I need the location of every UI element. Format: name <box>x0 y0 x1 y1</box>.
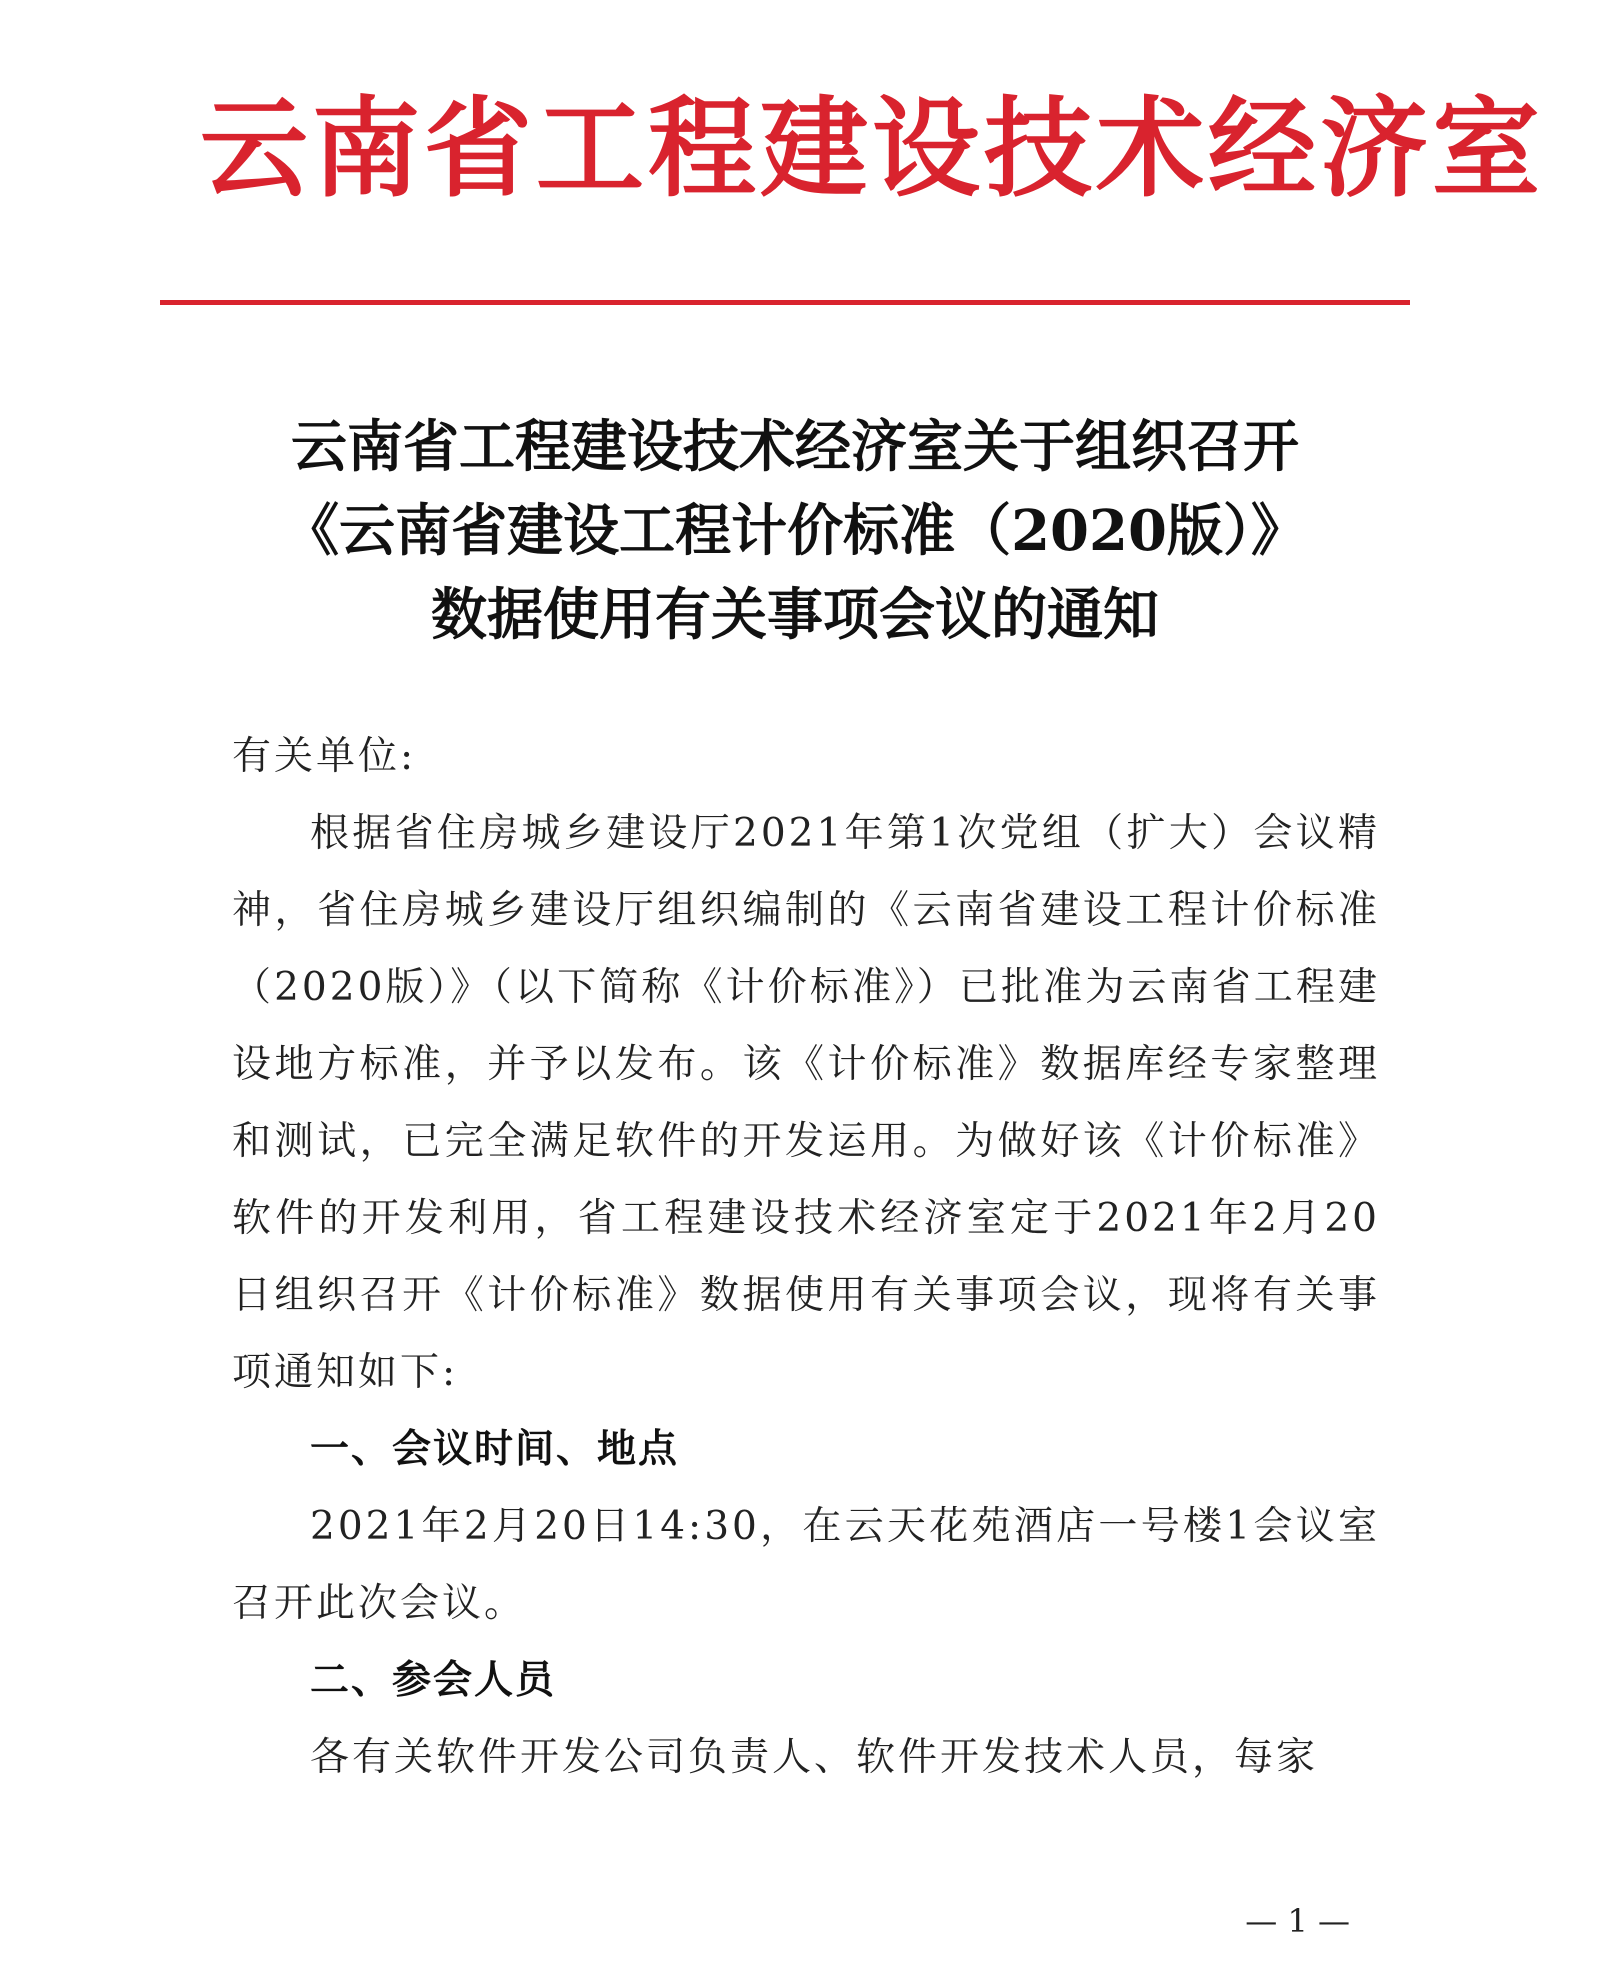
section-2-heading: 二、参会人员 <box>310 1658 557 1703</box>
document-body <box>232 718 1380 1796</box>
title-line-1: 云南省工程建设技术经济室关于组织召开 <box>291 414 1299 480</box>
intro-paragraph: 根据省住房城乡建设厅2021年第1次党组（扩大）会议精神，省住房城乡建设厅组织编制的《云南省建设工程计价标准（2020版）》（以下简称《计价标准》）已批准为云南省工程建设地方标准，并予以发布。该《计价标准》数据库经专家整理和测试，已完全满足软件的开发运用。为做好该《计价标准》软件的开发利用，省工程建设技术经济室定于2021年2月20日组织召开《计价标准》数据使用有关事项会议，现将有关事项通知如下: <box>232 811 1380 1395</box>
salutation: 有关单位: <box>232 734 417 779</box>
org-masthead: 云南省工程建设技术经济室 <box>200 86 1545 212</box>
section-1-text: 2021年2月20日14:30，在云天花苑酒店一号楼1会议室召开此次会议。 <box>232 1504 1380 1626</box>
page-number: — 1 — <box>1245 1902 1350 1940</box>
red-divider-line <box>160 300 1410 305</box>
title-line-3: 数据使用有关事项会议的通知 <box>431 582 1159 648</box>
title-line-2: 《云南省建设工程计价标准（2020版）》 <box>283 498 1307 564</box>
document-title <box>200 405 1390 657</box>
section-2-text: 各有关软件开发公司负责人、软件开发技术人员，每家 <box>310 1735 1319 1780</box>
section-1-heading: 一、会议时间、地点 <box>310 1427 680 1472</box>
